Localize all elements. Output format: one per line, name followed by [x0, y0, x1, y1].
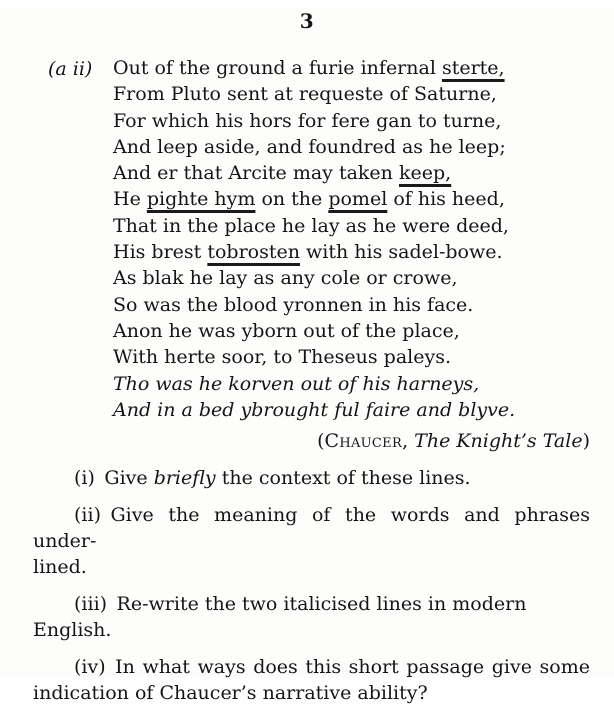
text-segment: From Pluto sent at requeste of Saturne,: [113, 83, 497, 106]
poem-lines: [113, 55, 614, 423]
text-segment: And leep aside, and foundred as he leep;: [113, 135, 506, 158]
poem-line: [113, 344, 614, 370]
text-segment: with his sadel-bowe.: [299, 241, 503, 264]
question: [33, 654, 590, 706]
poem-line: [113, 186, 614, 212]
question: [33, 465, 590, 491]
question-line: [33, 591, 590, 643]
poem-block: [48, 55, 614, 423]
text-segment: He: [113, 188, 147, 211]
poem-line: [113, 318, 614, 344]
text-segment: lined.: [33, 556, 87, 579]
poem-line: [113, 265, 614, 291]
text-segment: Tho was he korven out of his harneys,: [113, 372, 480, 395]
text-segment: So was the blood yronnen in his face.: [113, 293, 474, 316]
poem-line: [113, 213, 614, 239]
questions-section: [33, 465, 590, 706]
text-segment: That in the place he lay as he were deed,: [113, 214, 509, 237]
poem-line: [113, 55, 614, 81]
text-segment: the context of these lines.: [215, 467, 471, 490]
underlined-phrase: tobrosten: [207, 241, 300, 264]
text-segment: Out of the ground a furie infernal: [113, 57, 442, 79]
poem-line: [113, 160, 614, 186]
attribution-open-paren: (: [317, 430, 325, 453]
text-segment: (ii) Give the meaning of the words and phrases under-: [33, 504, 590, 553]
poem-line: [113, 108, 614, 134]
text-segment: (iii) Re-write the two italicised lines in modern English.: [33, 593, 527, 642]
attribution-author: Chaucer: [324, 430, 403, 453]
text-segment: For which his hors for fere gan to turne,: [113, 109, 502, 132]
poem-line: [113, 371, 614, 397]
text-segment: of his heed,: [387, 188, 505, 211]
text-segment: briefly: [153, 467, 216, 490]
question-line: [33, 554, 590, 580]
text-segment: And er that Arcite may taken: [113, 162, 399, 185]
text-segment: indication of Chaucer’s narrative ability?: [33, 682, 428, 705]
text-segment: With herte soor, to Theseus paleys.: [113, 346, 451, 369]
question-line: [33, 465, 590, 491]
question-line: [33, 502, 590, 554]
poem-line: [113, 397, 614, 423]
text-segment: on the: [255, 188, 329, 211]
question: [33, 502, 590, 580]
text-segment: And in a bed ybrought ful faire and blyve.: [113, 398, 516, 421]
poem-line: [113, 239, 614, 265]
attribution-close-paren: ): [582, 430, 590, 453]
text-segment: His brest: [113, 241, 208, 264]
attribution: [0, 428, 590, 454]
question-line: [33, 680, 590, 706]
underlined-phrase: keep,: [398, 162, 452, 185]
attribution-work-title: The Knight’s Tale: [414, 430, 583, 453]
attribution-separator: ,: [402, 430, 415, 453]
poem-label: (a ii): [48, 58, 93, 80]
question: [33, 591, 590, 643]
text-segment: (iv) In what ways does this short passage give some: [74, 656, 590, 679]
text-segment: Anon he was yborn out of the place,: [113, 319, 460, 342]
poem-line: [113, 81, 614, 107]
question-line: [33, 654, 590, 680]
page-number: 3: [299, 9, 315, 33]
document-page: [0, 8, 614, 705]
underlined-phrase: pomel: [328, 188, 388, 211]
text-segment: As blak he lay as any cole or crowe,: [113, 267, 458, 290]
underlined-phrase: sterte,: [441, 57, 505, 79]
underlined-phrase: pighte hym: [146, 188, 256, 211]
poem-line: [113, 292, 614, 318]
text-segment: (i) Give: [74, 467, 154, 490]
poem-line: [113, 134, 614, 160]
